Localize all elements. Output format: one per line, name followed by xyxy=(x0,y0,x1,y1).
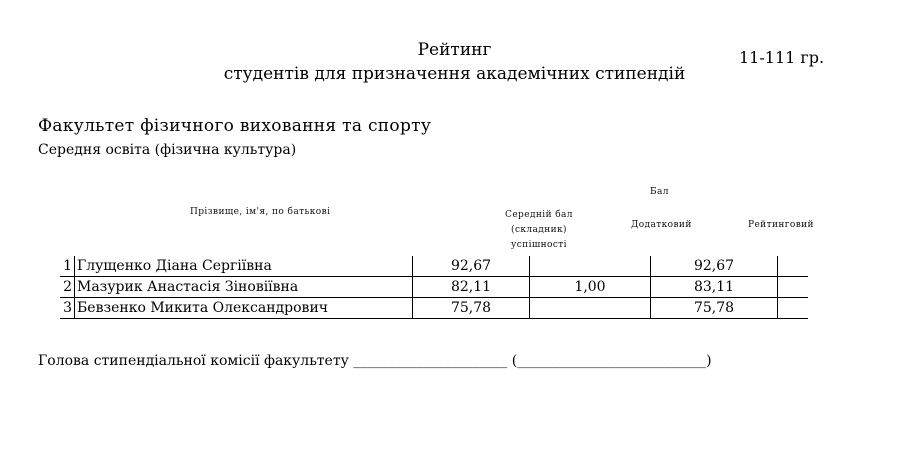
empty-cell xyxy=(778,298,809,319)
specialty-name: Середня освіта (фізична культура) xyxy=(38,142,297,158)
column-header-additional: Додатковий xyxy=(631,220,692,230)
student-name: Бевзенко Микита Олександрович xyxy=(75,298,413,319)
table-row xyxy=(60,298,808,319)
average-score: 92,67 xyxy=(413,256,530,277)
column-header-average-line-3: успішності xyxy=(511,240,567,250)
column-header-average-line-2: (складник) xyxy=(511,225,567,235)
row-number: 3 xyxy=(60,298,75,319)
average-score: 75,78 xyxy=(413,298,530,319)
column-header-average-line-1: Середній бал xyxy=(505,210,573,220)
row-number: 2 xyxy=(60,277,75,298)
column-header-average xyxy=(499,208,579,253)
additional-score xyxy=(530,298,651,319)
column-header-score-group: Бал xyxy=(650,187,669,197)
column-header-name: Прізвище, ім'я, по батькові xyxy=(190,207,331,217)
empty-cell xyxy=(778,277,809,298)
table-row xyxy=(60,277,808,298)
average-score: 82,11 xyxy=(413,277,530,298)
rating-score: 75,78 xyxy=(651,298,778,319)
empty-cell xyxy=(778,256,809,277)
page-title: Рейтинг xyxy=(417,40,492,60)
signature-line: Голова стипендіальної комісії факультету ______________________ (___________________________) xyxy=(38,353,712,369)
rating-table xyxy=(60,256,808,319)
column-header-rating: Рейтинговий xyxy=(748,220,814,230)
additional-score xyxy=(530,256,651,277)
page-subtitle: студентів для призначення академічних стипендій xyxy=(223,64,686,84)
rating-score: 92,67 xyxy=(651,256,778,277)
student-name: Глущенко Діана Сергіївна xyxy=(75,256,413,277)
additional-score: 1,00 xyxy=(530,277,651,298)
group-label: 11-111 гр. xyxy=(739,48,825,67)
student-name: Мазурик Анастасія Зіновіївна xyxy=(75,277,413,298)
table-row xyxy=(60,256,808,277)
row-number: 1 xyxy=(60,256,75,277)
rating-score: 83,11 xyxy=(651,277,778,298)
faculty-name: Факультет фізичного виховання та спорту xyxy=(38,116,432,136)
